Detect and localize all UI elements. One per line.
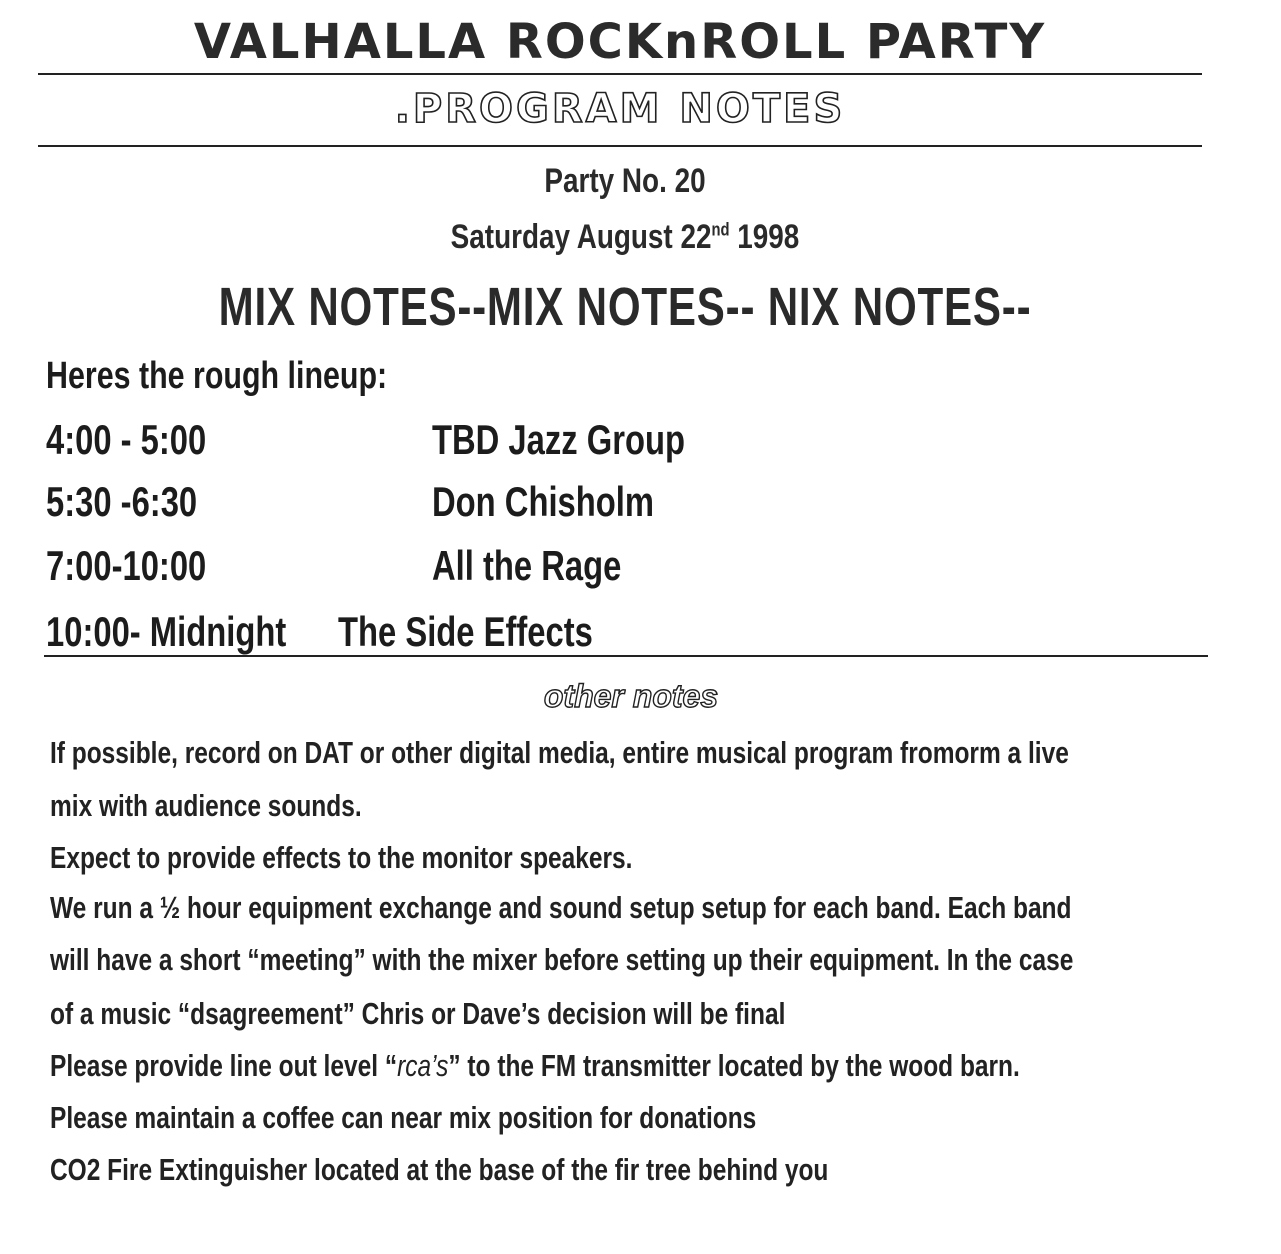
divider <box>38 73 1202 75</box>
note-line: mix with audience sounds. <box>50 788 362 823</box>
date-text: Saturday August 22 <box>450 218 712 256</box>
note-text: ” to the FM transmitter located by the wood barn. <box>448 1048 1020 1083</box>
party-date <box>113 218 1138 257</box>
page-subtitle: .PROGRAM NOTES <box>394 86 846 132</box>
note-line: will have a short “meeting” with the mixer before setting up their equipment. In the case <box>50 942 1074 977</box>
lineup-act: Don Chisholm <box>432 478 655 525</box>
date-year: 1998 <box>729 218 800 256</box>
note-emphasis: rca’s <box>397 1048 449 1083</box>
lineup-act: The Side Effects <box>338 608 593 655</box>
note-line: Expect to provide effects to the monitor speakers. <box>50 840 633 875</box>
divider <box>38 145 1202 147</box>
lineup-act: TBD Jazz Group <box>432 416 686 463</box>
party-number: Party No. 20 <box>544 162 706 200</box>
lineup-heading: Heres the rough lineup: <box>46 355 388 397</box>
note-text: Please provide line out level “ <box>50 1048 398 1083</box>
other-notes-heading: other notes <box>543 678 719 714</box>
lineup-time: 10:00- Midnight <box>46 608 287 655</box>
note-line: We run a ½ hour equipment exchange and sound setup setup for each band. Each band <box>50 890 1072 925</box>
divider <box>44 655 1208 657</box>
lineup-time: 7:00-10:00 <box>46 542 207 589</box>
mix-notes-heading: MIX NOTES--MIX NOTES-- NIX NOTES-- <box>218 277 1032 337</box>
note-line: If possible, record on DAT or other digital media, entire musical program fromorm a live <box>50 735 1069 770</box>
lineup-time: 5:30 -6:30 <box>46 478 198 525</box>
date-ordinal: nd <box>711 219 730 240</box>
fm-transmitter-note <box>50 1048 1020 1084</box>
lineup-act: All the Rage <box>432 542 622 589</box>
note-line: Please maintain a coffee can near mix position for donations <box>50 1100 757 1135</box>
note-line: CO2 Fire Extinguisher located at the base of the fir tree behind you <box>50 1152 829 1187</box>
note-line: of a music “dsagreement” Chris or Dave’s decision will be final <box>50 996 786 1031</box>
page-title: VALHALLA ROCKnROLL PARTY <box>193 14 1047 70</box>
lineup-time: 4:00 - 5:00 <box>46 416 207 463</box>
